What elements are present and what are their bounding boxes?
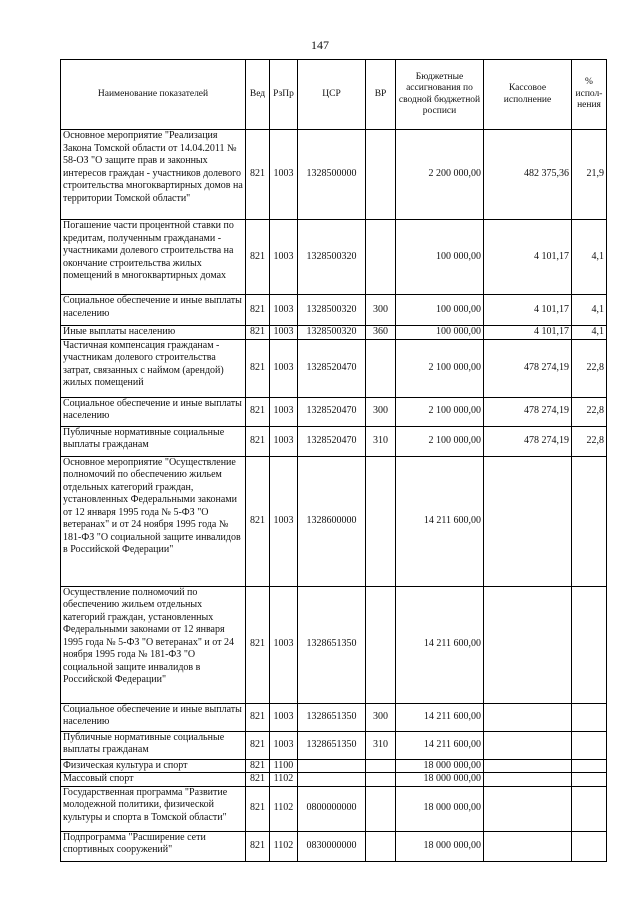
table-row xyxy=(61,831,607,861)
row-csr: 1328651350 xyxy=(298,703,366,731)
table-row xyxy=(61,703,607,731)
page-number: 147 xyxy=(311,38,329,52)
row-csr: 1328600000 xyxy=(298,456,366,586)
row-vr xyxy=(366,220,396,295)
row-percent xyxy=(572,586,607,703)
row-ved: 821 xyxy=(246,326,270,340)
row-percent xyxy=(572,759,607,773)
row-name: Социальное обеспечение и иные выплаты населению xyxy=(61,295,246,326)
column-header-rzpr: РзПр xyxy=(270,60,298,130)
row-ved: 821 xyxy=(246,397,270,426)
row-vr: 310 xyxy=(366,731,396,759)
column-header-name: Наименование показателей xyxy=(61,60,246,130)
table-row xyxy=(61,339,607,397)
row-rzpr: 1003 xyxy=(270,586,298,703)
column-header-vr: ВР xyxy=(366,60,396,130)
column-header-cash: Кассовое исполнение xyxy=(484,60,572,130)
row-csr: 0830000000 xyxy=(298,831,366,861)
row-percent: 4,1 xyxy=(572,326,607,340)
row-assignments: 2 100 000,00 xyxy=(396,339,484,397)
row-rzpr: 1102 xyxy=(270,831,298,861)
row-rzpr: 1100 xyxy=(270,759,298,773)
row-name: Публичные нормативные социальные выплаты гражданам xyxy=(61,731,246,759)
row-percent xyxy=(572,703,607,731)
row-ved: 821 xyxy=(246,831,270,861)
row-name: Иные выплаты населению xyxy=(61,326,246,340)
row-cash: 478 274,19 xyxy=(484,397,572,426)
row-rzpr: 1003 xyxy=(270,130,298,220)
row-percent xyxy=(572,456,607,586)
table-row xyxy=(61,295,607,326)
row-csr xyxy=(298,773,366,787)
row-vr xyxy=(366,339,396,397)
row-cash xyxy=(484,773,572,787)
row-name: Основное мероприятие "Реализация Закона Томской области от 14.04.2011 № 58-ОЗ "О защите прав и законных интересов граждан - участников долевого строительства многоквартирных домов на территории Томской области" xyxy=(61,130,246,220)
row-ved: 821 xyxy=(246,426,270,456)
row-rzpr: 1003 xyxy=(270,426,298,456)
row-cash: 478 274,19 xyxy=(484,339,572,397)
row-csr: 1328651350 xyxy=(298,586,366,703)
row-assignments: 100 000,00 xyxy=(396,295,484,326)
table-row xyxy=(61,220,607,295)
row-rzpr: 1003 xyxy=(270,397,298,426)
row-rzpr: 1003 xyxy=(270,326,298,340)
row-assignments: 2 100 000,00 xyxy=(396,426,484,456)
row-ved: 821 xyxy=(246,220,270,295)
column-header-assignments: Бюджетные ассигнования по сводной бюджетной росписи xyxy=(396,60,484,130)
budget-table xyxy=(60,59,607,862)
row-ved: 821 xyxy=(246,731,270,759)
table-row xyxy=(61,586,607,703)
row-assignments: 100 000,00 xyxy=(396,220,484,295)
row-csr: 1328500320 xyxy=(298,295,366,326)
row-vr xyxy=(366,456,396,586)
table-row xyxy=(61,759,607,773)
row-name: Физическая культура и спорт xyxy=(61,759,246,773)
table-row xyxy=(61,397,607,426)
row-percent xyxy=(572,731,607,759)
row-ved: 821 xyxy=(246,759,270,773)
row-percent: 4,1 xyxy=(572,295,607,326)
row-assignments: 14 211 600,00 xyxy=(396,456,484,586)
row-name: Массовый спорт xyxy=(61,773,246,787)
column-header-percent: % испол-нения xyxy=(572,60,607,130)
row-cash: 482 375,36 xyxy=(484,130,572,220)
row-vr xyxy=(366,130,396,220)
row-cash xyxy=(484,731,572,759)
row-vr xyxy=(366,786,396,831)
row-csr: 1328500320 xyxy=(298,326,366,340)
row-name: Публичные нормативные социальные выплаты гражданам xyxy=(61,426,246,456)
row-percent xyxy=(572,831,607,861)
row-assignments: 2 100 000,00 xyxy=(396,397,484,426)
row-name: Социальное обеспечение и иные выплаты населению xyxy=(61,703,246,731)
row-vr xyxy=(366,773,396,787)
row-assignments: 14 211 600,00 xyxy=(396,703,484,731)
row-percent: 22,8 xyxy=(572,339,607,397)
row-vr: 310 xyxy=(366,426,396,456)
row-ved: 821 xyxy=(246,586,270,703)
table-row xyxy=(61,130,607,220)
row-assignments: 2 200 000,00 xyxy=(396,130,484,220)
row-name: Государственная программа "Развитие молодежной политики, физической культуры и спорта в Томской области" xyxy=(61,786,246,831)
row-ved: 821 xyxy=(246,339,270,397)
row-csr: 1328500320 xyxy=(298,220,366,295)
row-vr: 360 xyxy=(366,326,396,340)
table-row xyxy=(61,731,607,759)
row-csr xyxy=(298,759,366,773)
row-cash xyxy=(484,759,572,773)
row-assignments: 100 000,00 xyxy=(396,326,484,340)
row-cash xyxy=(484,703,572,731)
row-assignments: 14 211 600,00 xyxy=(396,586,484,703)
table-header-row xyxy=(61,60,607,130)
row-percent: 22,8 xyxy=(572,397,607,426)
column-header-csr: ЦСР xyxy=(298,60,366,130)
row-cash xyxy=(484,831,572,861)
table-row xyxy=(61,786,607,831)
row-assignments: 18 000 000,00 xyxy=(396,831,484,861)
row-vr xyxy=(366,586,396,703)
row-csr: 1328520470 xyxy=(298,339,366,397)
row-assignments: 18 000 000,00 xyxy=(396,759,484,773)
row-ved: 821 xyxy=(246,130,270,220)
row-name: Частичная компенсация гражданам - участникам долевого строительства затрат, связанных с наймом (арендой) жилых помещений xyxy=(61,339,246,397)
row-rzpr: 1003 xyxy=(270,703,298,731)
row-cash: 4 101,17 xyxy=(484,295,572,326)
row-ved: 821 xyxy=(246,456,270,586)
row-cash: 478 274,19 xyxy=(484,426,572,456)
row-ved: 821 xyxy=(246,773,270,787)
table-row xyxy=(61,456,607,586)
row-rzpr: 1003 xyxy=(270,456,298,586)
row-csr: 1328500000 xyxy=(298,130,366,220)
row-percent xyxy=(572,786,607,831)
row-name: Подпрограмма "Расширение сети спортивных сооружений" xyxy=(61,831,246,861)
row-rzpr: 1003 xyxy=(270,295,298,326)
row-assignments: 14 211 600,00 xyxy=(396,731,484,759)
row-csr: 1328520470 xyxy=(298,426,366,456)
row-cash: 4 101,17 xyxy=(484,220,572,295)
row-rzpr: 1003 xyxy=(270,339,298,397)
row-ved: 821 xyxy=(246,295,270,326)
row-name: Погашение части процентной ставки по кредитам, полученным гражданами - участниками долевого строительства на окончание строительства жилых помещений в многоквартирных домах xyxy=(61,220,246,295)
table-row xyxy=(61,426,607,456)
row-rzpr: 1102 xyxy=(270,786,298,831)
row-name: Социальное обеспечение и иные выплаты населению xyxy=(61,397,246,426)
row-vr: 300 xyxy=(366,703,396,731)
row-percent xyxy=(572,773,607,787)
row-rzpr: 1003 xyxy=(270,220,298,295)
row-csr: 0800000000 xyxy=(298,786,366,831)
row-vr: 300 xyxy=(366,295,396,326)
row-csr: 1328520470 xyxy=(298,397,366,426)
row-percent: 22,8 xyxy=(572,426,607,456)
row-rzpr: 1102 xyxy=(270,773,298,787)
row-cash xyxy=(484,456,572,586)
row-csr: 1328651350 xyxy=(298,731,366,759)
row-vr: 300 xyxy=(366,397,396,426)
table-row xyxy=(61,773,607,787)
row-name: Осуществление полномочий по обеспечению жильем отдельных категорий граждан, установленных Федеральными законами от 12 января 1995 года № 5-ФЗ "О ветеранах" и от 24 ноября 1995 года № 181-ФЗ "О социальной защите инвалидов в Российской Федерации" xyxy=(61,586,246,703)
row-assignments: 18 000 000,00 xyxy=(396,773,484,787)
row-assignments: 18 000 000,00 xyxy=(396,786,484,831)
row-cash: 4 101,17 xyxy=(484,326,572,340)
row-ved: 821 xyxy=(246,703,270,731)
row-percent: 21,9 xyxy=(572,130,607,220)
row-vr xyxy=(366,759,396,773)
table-row xyxy=(61,326,607,340)
row-name: Основное мероприятие "Осуществление полномочий по обеспечению жильем отдельных категорий граждан, установленных Федеральными законами от 12 января 1995 года № 5-ФЗ "О ветеранах" и от 24 ноября 1995 года № 181-ФЗ "О социальной защите инвалидов в Российской Федерации" xyxy=(61,456,246,586)
row-rzpr: 1003 xyxy=(270,731,298,759)
row-percent: 4,1 xyxy=(572,220,607,295)
column-header-ved: Вед xyxy=(246,60,270,130)
row-ved: 821 xyxy=(246,786,270,831)
row-vr xyxy=(366,831,396,861)
row-cash xyxy=(484,786,572,831)
row-cash xyxy=(484,586,572,703)
